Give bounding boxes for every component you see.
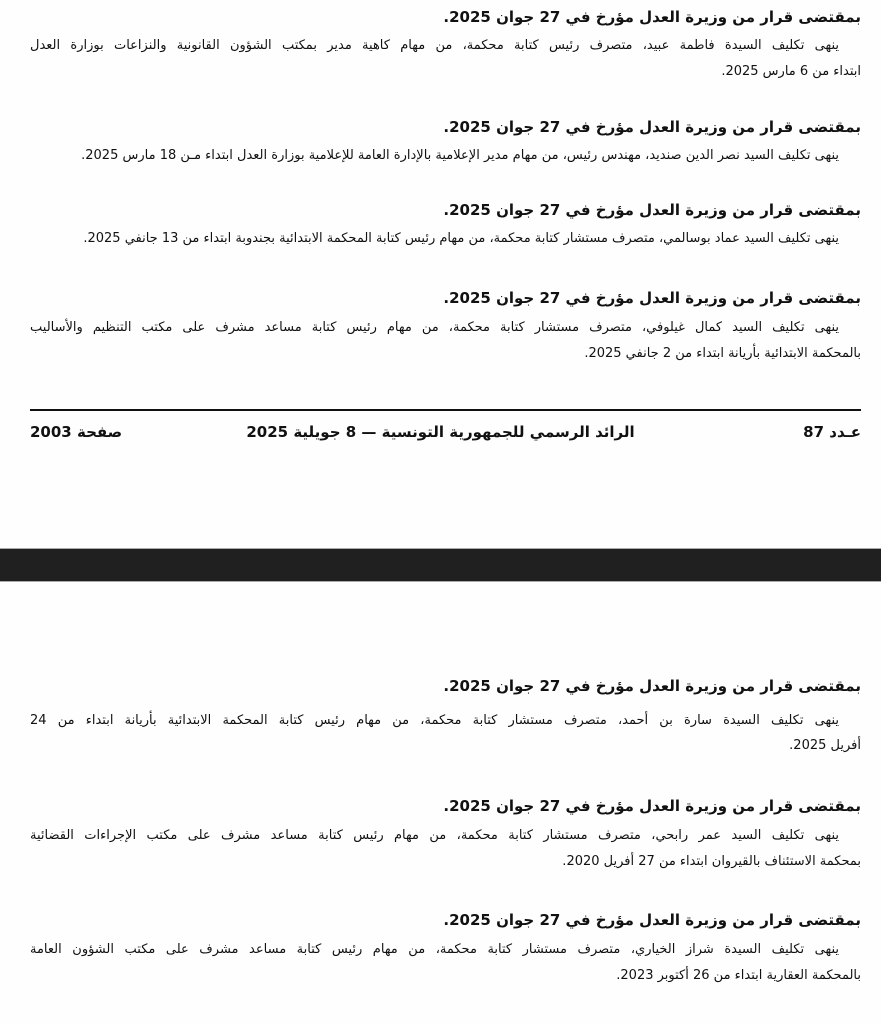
- decision-body-line: بالمحكمة العقارية ابتداء من 26 أكتوبر 2023.: [616, 968, 861, 983]
- decision-heading: بمقتضى قرار من وزيرة العدل مؤرخ في 27 جوان 2025.: [443, 201, 861, 219]
- decision-body-line: ينهى تكليف السيد كمال غيلوفي، متصرف مستشار كتابة محكمة، من مهام رئيس كتابة مساعد مشرف على مكتب التنظيم والأساليب: [30, 320, 839, 335]
- decision-heading: بمقتضى قرار من وزيرة العدل مؤرخ في 27 جوان 2025.: [443, 677, 861, 695]
- decision-heading: بمقتضى قرار من وزيرة العدل مؤرخ في 27 جوان 2025.: [443, 911, 861, 929]
- decision-heading: بمقتضى قرار من وزيرة العدل مؤرخ في 27 جوان 2025.: [443, 797, 861, 815]
- footer-page-number: صفحة 2003: [30, 423, 123, 441]
- decision-body-line: ابتداء من 6 مارس 2025.: [721, 64, 861, 79]
- decision-heading: بمقتضى قرار من وزيرة العدل مؤرخ في 27 جوان 2025.: [443, 289, 861, 307]
- decision-body-line: أفريل 2025.: [789, 738, 861, 753]
- decision-body-line: ينهى تكليف السيدة شراز الخياري، متصرف مستشار كتابة محكمة، من مهام رئيس كتابة مساعد مشرف على مكتب الشؤون العامة: [30, 942, 839, 957]
- decision-body-line: بمحكمة الاستئناف بالقيروان ابتداء من 27 أفريل 2020.: [562, 854, 861, 869]
- decision-body-line: ينهى تكليف السيد عماد بوسالمي، متصرف مستشار كتابة محكمة، من مهام رئيس كتابة المحكمة الابتدائية بجندوبة ابتداء من 13 جانفي 2025.: [83, 231, 839, 246]
- decision-body-line: ينهى تكليف السيدة فاطمة عبيد، متصرف رئيس كتابة محكمة، من مهام كاهية مدير بمكتب الشؤون القانونية والنزاعات بوزارة العدل: [30, 38, 839, 53]
- decision-body-line: بالمحكمة الابتدائية بأريانة ابتداء من 2 جانفي 2025.: [584, 346, 861, 361]
- decision-heading: بمقتضى قرار من وزيرة العدل مؤرخ في 27 جوان 2025.: [443, 8, 861, 26]
- decision-body-line: ينهى تكليف السيد نصر الدين صنديد، مهندس رئيس، من مهام مدير الإعلامية بالإدارة العامة للإعلامية بوزارة العدل ابتداء مـن 18 مارس 2025.: [81, 148, 839, 163]
- footer-divider: [30, 409, 861, 411]
- decision-heading: بمقتضى قرار من وزيرة العدل مؤرخ في 27 جوان 2025.: [443, 118, 861, 136]
- decision-body-line: ينهى تكليف السيد عمر رابحي، متصرف مستشار كتابة محكمة، من مهام رئيس كتابة مساعد مشرف على مكتب الإجراءات القضائية: [30, 828, 839, 843]
- decision-body-line: ينهى تكليف السيدة سارة بن أحمد، متصرف مستشار كتابة محكمة، من مهام رئيس كتابة المحكمة الابتدائية بأريانة ابتداء من 24: [30, 713, 839, 728]
- page-separator: [0, 548, 881, 582]
- footer-gazette-title: الرائد الرسمي للجمهورية التونسية — 8 جويلية 2025: [246, 423, 635, 441]
- footer-issue-number: عـدد 87: [803, 423, 861, 441]
